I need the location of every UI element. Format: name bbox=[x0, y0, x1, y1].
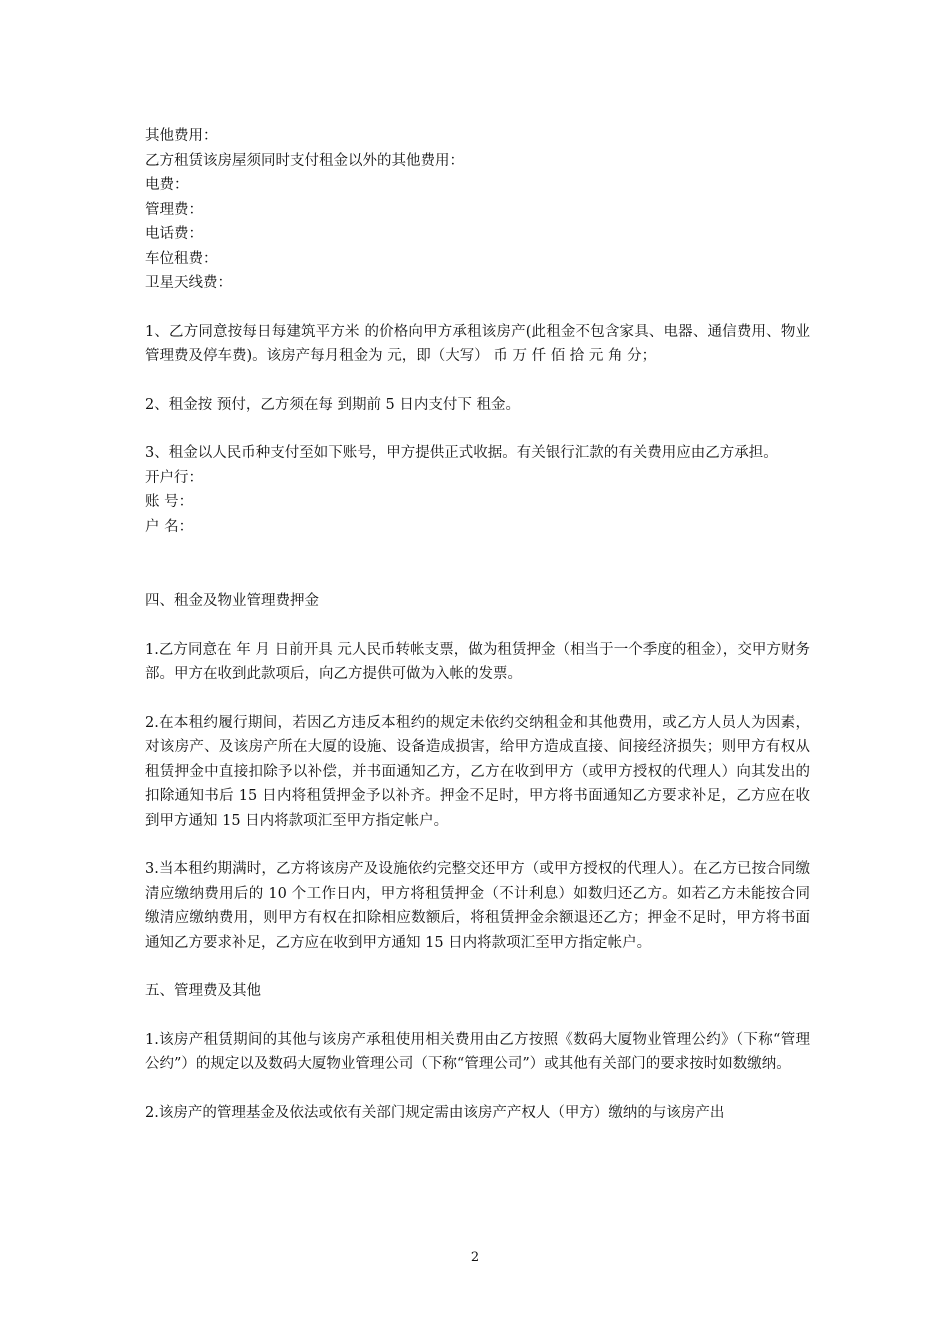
section-5-paragraph-2: 2.该房产的管理基金及依法或依有关部门规定需由该房产产权人（甲方）缴纳的与该房产出 bbox=[145, 1104, 725, 1121]
rent-clause-3: 3、租金以人民币种支付至如下账号，甲方提供正式收据。有关银行汇款的有关费用应由乙方承担。 bbox=[145, 445, 778, 461]
section-4-paragraph-3: 3.当本租约期满时，乙方将该房产及设施依约完整交还甲方（或甲方授权的代理人）。在乙方已按合同缴清应缴纳费用后的 10 个工作日内，甲方将租赁押金（不计利息）如数归还乙方。如若乙方未能按合同缴清应缴纳费用，则甲方有权在扣除相应数额后，将租赁押金余额退还乙方；押金不足时，甲方将书面通知乙方要求补足，乙方应在收到甲方通知 15 日内将款项汇至甲方指定帐户。 bbox=[145, 861, 810, 951]
section-4-title: 四、租金及物业管理费押金 bbox=[145, 593, 319, 609]
fee-item-management: 管理费： bbox=[145, 201, 203, 218]
section-5-paragraph-1: 1.该房产租赁期间的其他与该房产承租使用相关费用由乙方按照《数码大厦物业管理公约》（下称“管理公约”）的规定以及数码大厦物业管理公司（下称“管理公司”）或其他有关部门的要求按时如数缴纳。 bbox=[145, 1031, 810, 1072]
bank-label: 开户行： bbox=[145, 469, 203, 486]
section-4-paragraph-1: 1.乙方同意在 年 月 日前开具 元人民币转帐支票，做为租赁押金（相当于一个季度的租金），交甲方财务部。甲方在收到此款项后，向乙方提供可做为入帐的发票。 bbox=[145, 641, 810, 682]
rent-clause-1: 1、乙方同意按每日每建筑平方米 的价格向甲方承租该房产(此租金不包含家具、电器、通信费用、物业管理费及停车费)。该房产每月租金为 元，即（大写） 币 万 仟 佰 拾 元 角 分； bbox=[145, 323, 810, 364]
account-name-label: 户 名： bbox=[145, 518, 194, 535]
fee-item-electricity: 电费： bbox=[145, 177, 189, 193]
fee-item-satellite: 卫星天线费： bbox=[145, 275, 232, 291]
rent-clause-2: 2、租金按 预付，乙方须在每 到期前 5 日内支付下 租金。 bbox=[145, 396, 520, 413]
section-4-paragraph-2: 2.在本租约履行期间，若因乙方违反本租约的规定未依约交纳租金和其他费用，或乙方人员人为因素，对该房产、及该房产所在大厦的设施、设备造成损害，给甲方造成直接、间接经济损失；则甲方有权从租赁押金中直接扣除予以补偿，并书面通知乙方，乙方在收到甲方（或甲方授权的代理人）向其发出的扣除通知书后 15 日内将租赁押金予以补齐。押金不足时，甲方将书面通知乙方要求补足，乙方应在收到甲方通知 15 日内将款项汇至甲方指定帐户。 bbox=[145, 714, 810, 829]
page-content bbox=[145, 124, 810, 1125]
fee-item-parking: 车位租费： bbox=[145, 250, 218, 267]
spacer bbox=[145, 539, 810, 589]
section-5-title: 五、管理费及其他 bbox=[145, 983, 261, 999]
account-label: 账 号： bbox=[145, 494, 194, 510]
other-fees-intro: 乙方租赁该房屋须同时支付租金以外的其他费用： bbox=[145, 152, 464, 169]
other-fees-heading: 其他费用： bbox=[145, 128, 218, 144]
fee-item-telephone: 电话费： bbox=[145, 226, 203, 242]
page-number: 2 bbox=[470, 1250, 480, 1265]
